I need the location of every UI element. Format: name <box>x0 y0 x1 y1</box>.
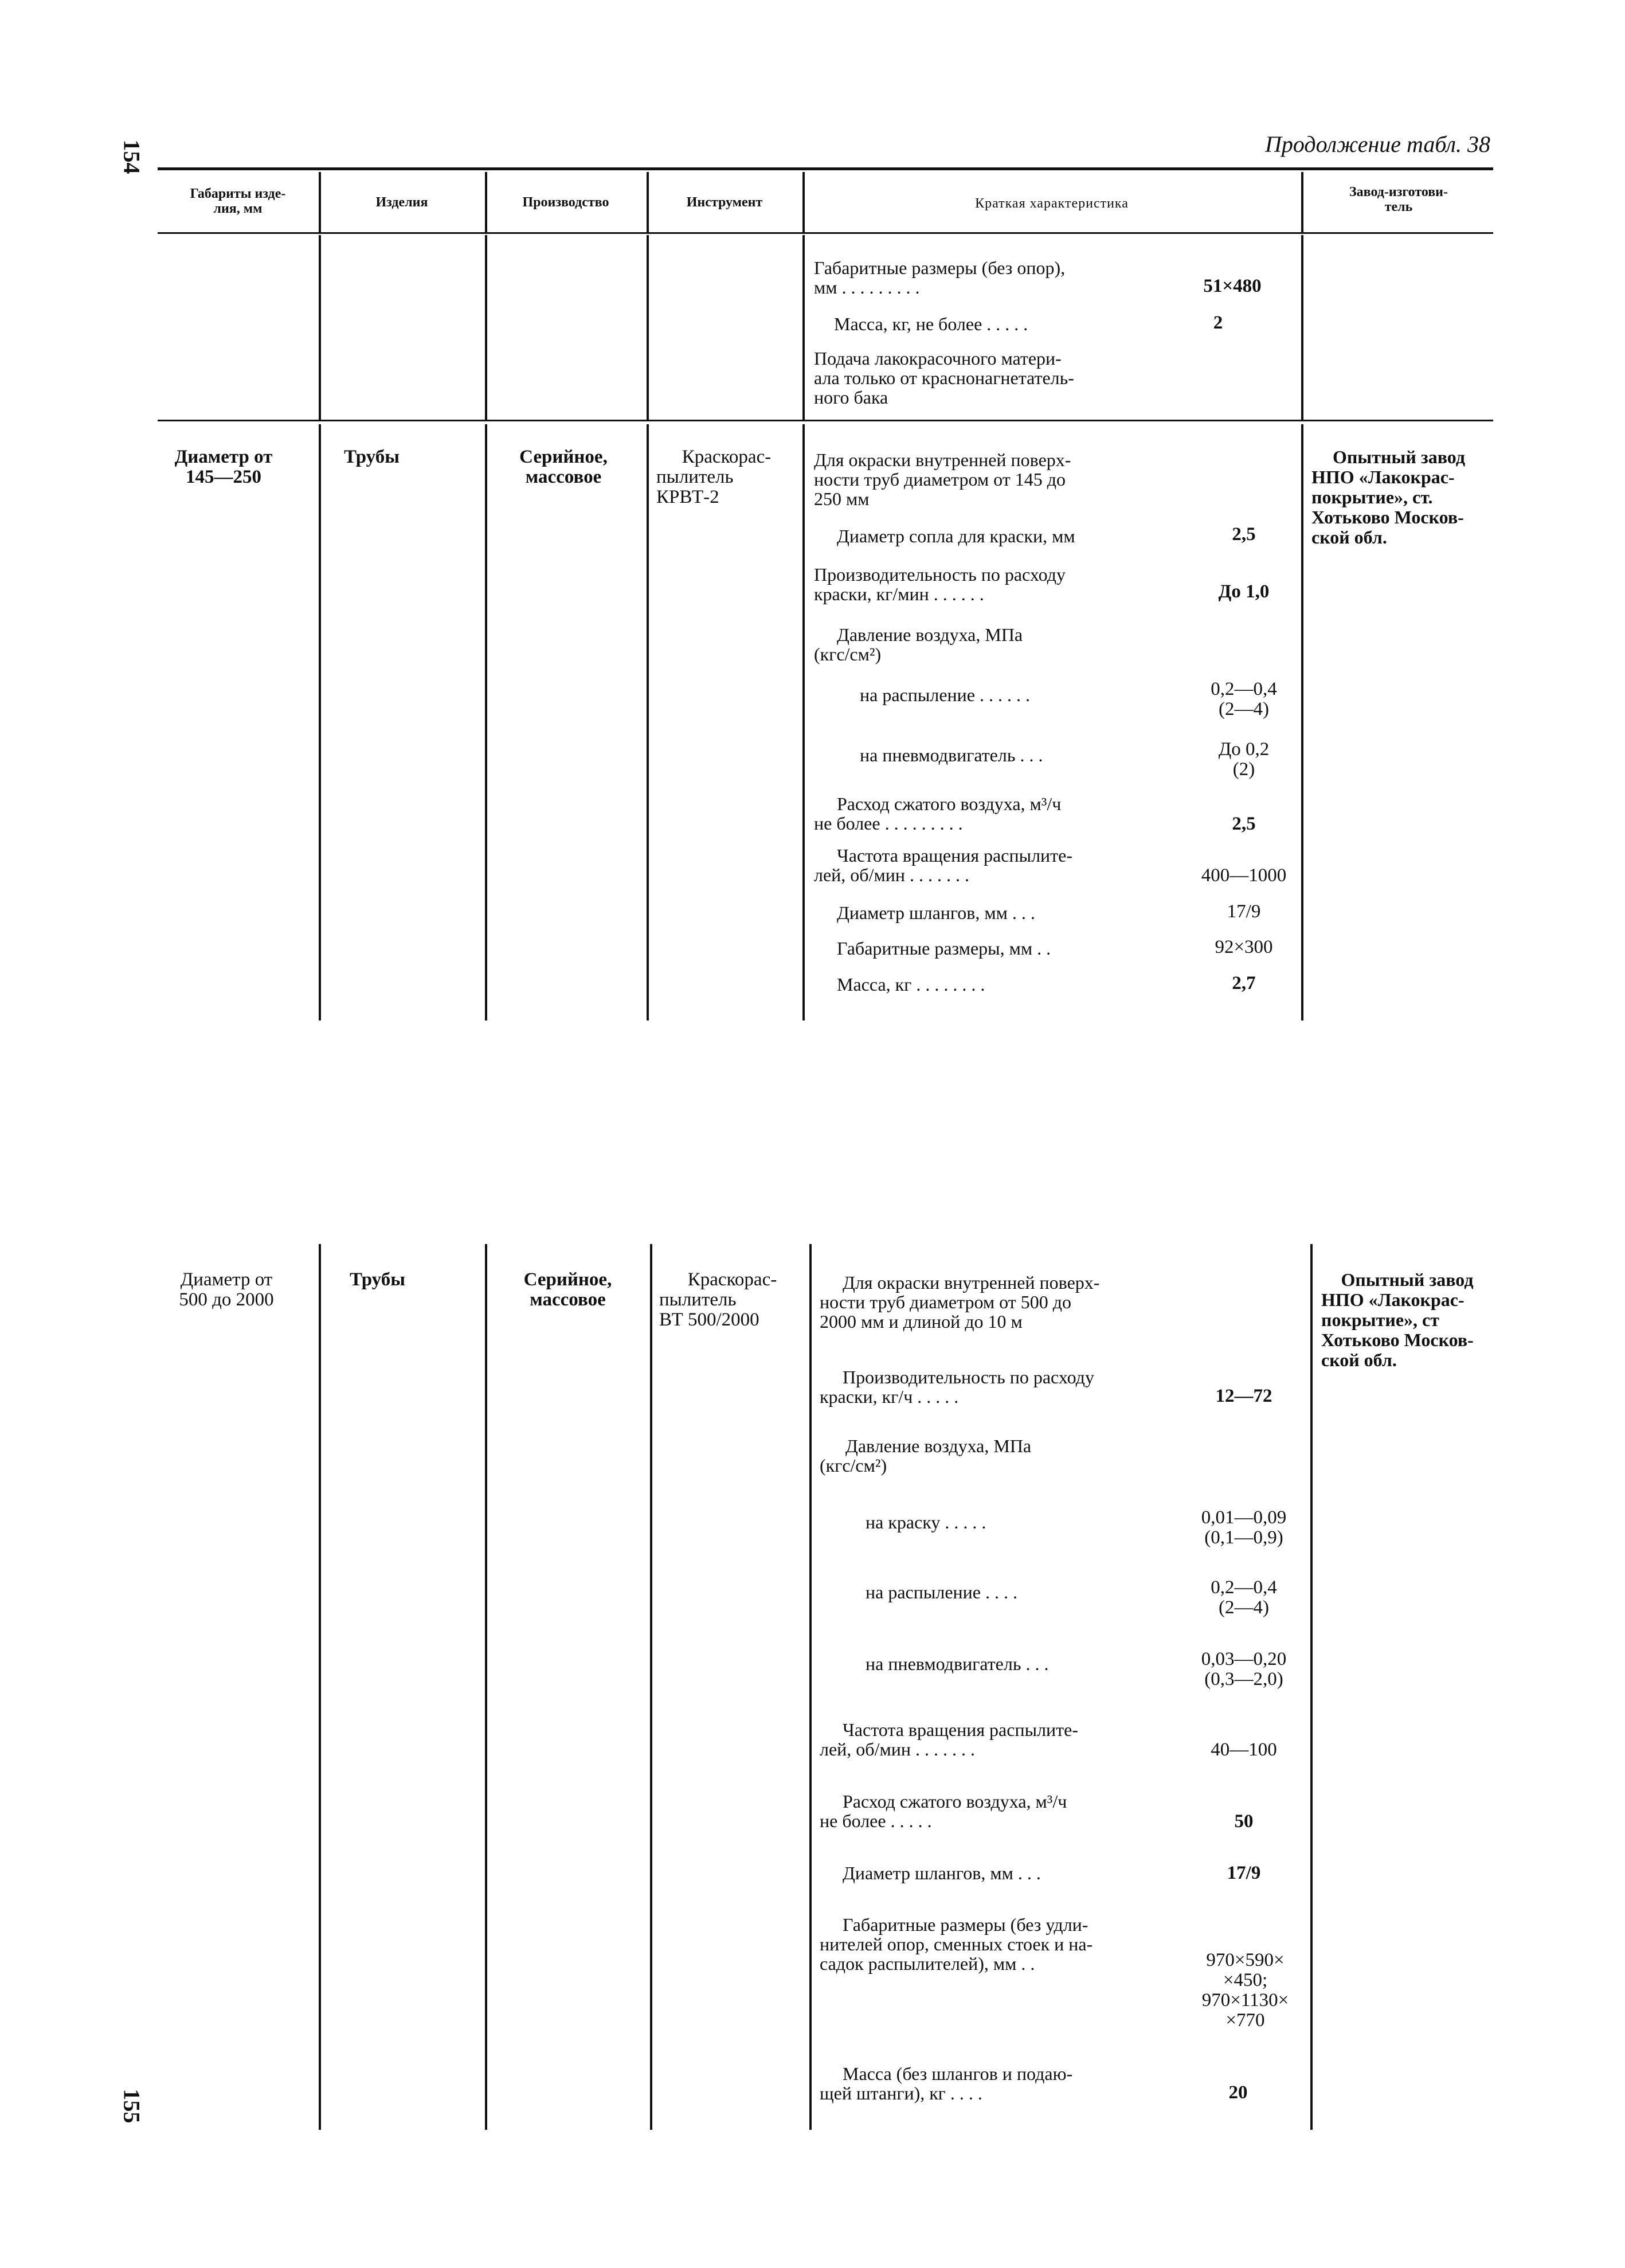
block1-desc-10: Масса, кг . . . . . . . . <box>837 974 985 995</box>
block0-desc-2 <box>814 349 1158 407</box>
block1-desc-2-line2: краски, кг/мин . . . . . . <box>814 584 984 604</box>
block1-desc-7-line2: лей, об/мин . . . . . . . <box>814 865 969 885</box>
block2-desc-0-line2: ности труб диаметром от 500 до <box>820 1292 1071 1312</box>
block1-tool <box>656 447 797 507</box>
block2-production <box>492 1270 644 1310</box>
block2-desc-5: на пневмодвигатель . . . <box>866 1653 1049 1674</box>
block1-product: Трубы <box>344 447 400 467</box>
block1-value-4: 2,5 <box>1232 814 1256 834</box>
block1-manufacturer-line1: Опытный завод <box>1332 447 1466 467</box>
block2-desc-10-line2: щей штанги), кг . . . . <box>820 2083 982 2103</box>
block2-tool-line3: ВТ 500/2000 <box>659 1309 759 1330</box>
block1-value-7: 92×300 <box>1215 937 1273 957</box>
header-product: Изделия <box>375 195 428 210</box>
block2-desc-0-line3: 2000 мм и длиной до 10 м <box>820 1311 1023 1332</box>
block1-desc-9: Габаритные размеры, мм . . <box>837 938 1051 959</box>
page-number-bottom: 155 <box>119 2089 145 2124</box>
block0-desc-0-line2: мм . . . . . . . . . <box>814 277 920 298</box>
header-manufacturer <box>1307 185 1490 214</box>
block2-desc-9 <box>820 1915 1164 1973</box>
header-sep-3 <box>647 172 649 232</box>
block2-desc-3: на краску . . . . . <box>866 1512 986 1532</box>
block2-product: Трубы <box>350 1269 406 1290</box>
block1-desc-6-line1: Расход сжатого воздуха, м³/ч <box>837 793 1062 814</box>
block2-tool-line1: Краскорас- <box>687 1269 777 1290</box>
block2-desc-0-line1: Для окраски внутренней поверх- <box>843 1272 1100 1293</box>
block0-desc-2-line3: ного бака <box>814 387 888 408</box>
block2-desc-6-line1: Частота вращения распылите- <box>843 1719 1079 1740</box>
block0-value-0: 51×480 <box>1203 276 1262 296</box>
block0-sep-4 <box>802 235 805 420</box>
block1-size-line2: 145—250 <box>186 467 261 487</box>
block1-desc-6-line2: не более . . . . . . . . . <box>814 813 963 834</box>
block0-desc-1: Масса, кг, не более . . . . . <box>834 314 1028 334</box>
block2-manufacturer-line4: Хотьково Москов- <box>1321 1329 1474 1350</box>
block1-desc-4: на распыление . . . . . . <box>860 685 1030 705</box>
block1-manufacturer <box>1311 447 1486 548</box>
block1-desc-7-line1: Частота вращения распылите- <box>837 845 1073 866</box>
block1-desc-3-line2: (кгс/см²) <box>814 644 882 664</box>
block0-desc-0-line1: Габаритные размеры (без опор), <box>814 257 1066 278</box>
header-characteristic: Краткая характеристика <box>975 196 1129 211</box>
block1-tool-line1: Краскорас- <box>682 447 772 467</box>
header-production: Производство <box>522 195 609 210</box>
block2-size-line1: Диаметр от <box>180 1269 273 1290</box>
header-tool: Инструмент <box>686 195 763 210</box>
block1-sep-2 <box>485 424 487 1020</box>
block1-size <box>155 447 292 487</box>
header-sep-1 <box>319 172 321 232</box>
block2-desc-2-line1: Давление воздуха, МПа <box>845 1436 1032 1456</box>
block2-desc-1-line2: краски, кг/ч . . . . . <box>820 1386 959 1407</box>
block1-value-5: 400—1000 <box>1201 865 1287 886</box>
block1-manufacturer-line3: покрытие», ст. <box>1311 487 1433 507</box>
block1-tool-line2: пылитель <box>656 467 734 487</box>
block2-value-7-line4: ×770 <box>1225 2010 1265 2031</box>
block2-desc-9-line2: нителей опор, сменных стоек и на- <box>820 1934 1093 1954</box>
block1-value-3 <box>1181 740 1307 780</box>
block1-value-1: До 1,0 <box>1218 581 1270 602</box>
block2-tool <box>659 1270 805 1330</box>
block2-desc-1-line1: Производительность по расходу <box>843 1367 1094 1387</box>
block2-desc-9-line1: Габаритные размеры (без удли- <box>843 1914 1088 1935</box>
block2-production-line1: Серийное, <box>523 1269 612 1290</box>
block2-value-2-line1: 0,2—0,4 <box>1211 1577 1277 1598</box>
block1-desc-0-line1: Для окраски внутренней поверх- <box>814 449 1071 470</box>
block2-desc-6-line2: лей, об/мин . . . . . . . <box>820 1739 975 1759</box>
block2-desc-10 <box>820 2064 1164 2103</box>
block2-desc-2-line2: (кгс/см²) <box>820 1455 887 1476</box>
header-size-line1: Габариты изде- <box>190 186 286 201</box>
table-caption: Продолжение табл. 38 <box>1264 131 1490 157</box>
block2-desc-4: на распыление . . . . <box>866 1582 1017 1602</box>
block1-value-3-line1: До 0,2 <box>1218 739 1270 760</box>
block2-desc-8: Диаметр шлангов, мм . . . <box>843 1863 1041 1883</box>
block2-sep-3 <box>650 1244 652 2130</box>
block1-production-line1: Серийное, <box>519 447 608 467</box>
block2-value-7-line3: 970×1130× <box>1201 1990 1289 2011</box>
header-sep-2 <box>485 172 487 232</box>
block2-desc-6 <box>820 1720 1164 1759</box>
block1-desc-8: Диаметр шлангов, мм . . . <box>837 902 1035 923</box>
block2-manufacturer-line1: Опытный завод <box>1341 1269 1474 1290</box>
block1-sep-4 <box>802 424 805 1020</box>
block2-value-1-line2: (0,1—0,9) <box>1204 1527 1283 1548</box>
block1-desc-3-line1: Давление воздуха, МПа <box>837 624 1023 645</box>
block2-value-8: 20 <box>1228 2082 1248 2103</box>
header-bottom-rule <box>158 232 1493 234</box>
block2-value-5: 50 <box>1234 1811 1254 1832</box>
block1-tool-line3: КРВТ-2 <box>656 487 719 507</box>
block2-desc-1 <box>820 1367 1164 1406</box>
block2-value-4: 40—100 <box>1211 1739 1277 1760</box>
block1-value-8: 2,7 <box>1232 973 1256 994</box>
block1-production-line2: массовое <box>525 467 602 487</box>
block1-desc-1: Диаметр сопла для краски, мм <box>837 526 1075 546</box>
block1-desc-0-line2: ности труб диаметром от 145 до <box>814 469 1066 490</box>
block1-value-3-line2: (2) <box>1232 759 1255 780</box>
block2-sep-2 <box>485 1244 487 2130</box>
block0-desc-0 <box>814 258 1158 297</box>
block0-sep-1 <box>319 235 321 420</box>
block2-value-7-line1: 970×590× <box>1206 1950 1285 1970</box>
block0-desc-2-line2: ала только от краснонагнетатель- <box>814 367 1074 388</box>
block1-desc-6 <box>814 794 1158 833</box>
block0-sep-3 <box>647 235 649 420</box>
block1-value-0: 2,5 <box>1232 524 1256 545</box>
block1-desc-5: на пневмодвигатель . . . <box>860 745 1043 765</box>
block2-desc-7-line1: Расход сжатого воздуха, м³/ч <box>843 1791 1067 1812</box>
block2-manufacturer-line3: покрытие», ст <box>1321 1309 1439 1330</box>
block2-value-2-line2: (2—4) <box>1219 1597 1269 1618</box>
block0-bottom-rule <box>158 420 1493 421</box>
block2-desc-9-line3: садок распылителей), мм . . <box>820 1953 1035 1974</box>
block1-value-2-line1: 0,2—0,4 <box>1211 679 1277 699</box>
header-size <box>166 186 310 216</box>
block2-value-3-line1: 0,03—0,20 <box>1201 1649 1287 1669</box>
block2-desc-7 <box>820 1792 1164 1831</box>
header-sep-5 <box>1301 172 1303 232</box>
block1-desc-2-line1: Производительность по расходу <box>814 564 1066 585</box>
block1-manufacturer-line2: НПО «Лакокрас- <box>1311 467 1455 487</box>
block1-value-2 <box>1181 679 1307 719</box>
header-manufacturer-line2: тель <box>1384 200 1413 214</box>
block2-desc-2 <box>820 1436 1164 1475</box>
block2-sep-5 <box>1310 1244 1313 2130</box>
page-number-top: 154 <box>119 139 145 174</box>
block2-production-line2: массовое <box>530 1289 606 1310</box>
block0-desc-2-line1: Подача лакокрасочного матери- <box>814 348 1062 369</box>
block0-value-1: 2 <box>1213 312 1223 333</box>
block1-value-6: 17/9 <box>1227 901 1261 922</box>
block2-value-0: 12—72 <box>1215 1386 1272 1406</box>
block1-manufacturer-line5: ской обл. <box>1311 527 1387 548</box>
block2-size-line2: 500 до 2000 <box>179 1289 274 1310</box>
block2-manufacturer-line2: НПО «Лакокрас- <box>1321 1289 1465 1310</box>
block2-manufacturer-line5: ской обл. <box>1321 1350 1397 1370</box>
block2-sep-4 <box>809 1244 812 2130</box>
table-top-rule <box>158 167 1493 170</box>
block2-tool-line2: пылитель <box>659 1289 737 1310</box>
block2-value-1 <box>1181 1508 1307 1548</box>
block1-production <box>488 447 639 487</box>
block2-value-2 <box>1181 1578 1307 1618</box>
block1-desc-0 <box>814 450 1158 509</box>
block2-desc-10-line1: Масса (без шлангов и подаю- <box>843 2063 1073 2084</box>
block2-value-7-line2: ×450; <box>1223 1970 1268 1991</box>
block1-value-2-line2: (2—4) <box>1219 699 1269 719</box>
block0-sep-5 <box>1301 235 1303 420</box>
block2-value-3-line2: (0,3—2,0) <box>1204 1669 1283 1690</box>
block2-value-1-line1: 0,01—0,09 <box>1201 1507 1287 1528</box>
block1-sep-1 <box>319 424 321 1020</box>
block1-sep-3 <box>647 424 649 1020</box>
block1-desc-7 <box>814 846 1158 885</box>
block2-manufacturer <box>1321 1270 1493 1370</box>
header-sep-4 <box>802 172 805 232</box>
block1-sep-5 <box>1301 424 1303 1020</box>
block2-value-6: 17/9 <box>1227 1863 1261 1883</box>
block2-sep-1 <box>319 1244 321 2130</box>
block0-sep-2 <box>485 235 487 420</box>
block2-size <box>155 1270 298 1310</box>
header-size-line2: лия, мм <box>213 201 263 216</box>
block1-desc-3 <box>814 625 1158 664</box>
block2-value-3 <box>1181 1649 1307 1690</box>
block1-desc-2 <box>814 565 1158 604</box>
header-manufacturer-line1: Завод-изготови- <box>1349 185 1448 200</box>
block1-desc-0-line3: 250 мм <box>814 488 870 509</box>
block2-desc-7-line2: не более . . . . . <box>820 1811 932 1831</box>
block1-manufacturer-line4: Хотьково Москов- <box>1311 507 1464 527</box>
block2-desc-0 <box>820 1273 1164 1331</box>
block2-value-7 <box>1181 1950 1310 2031</box>
block1-size-line1: Диаметр от <box>174 447 273 467</box>
